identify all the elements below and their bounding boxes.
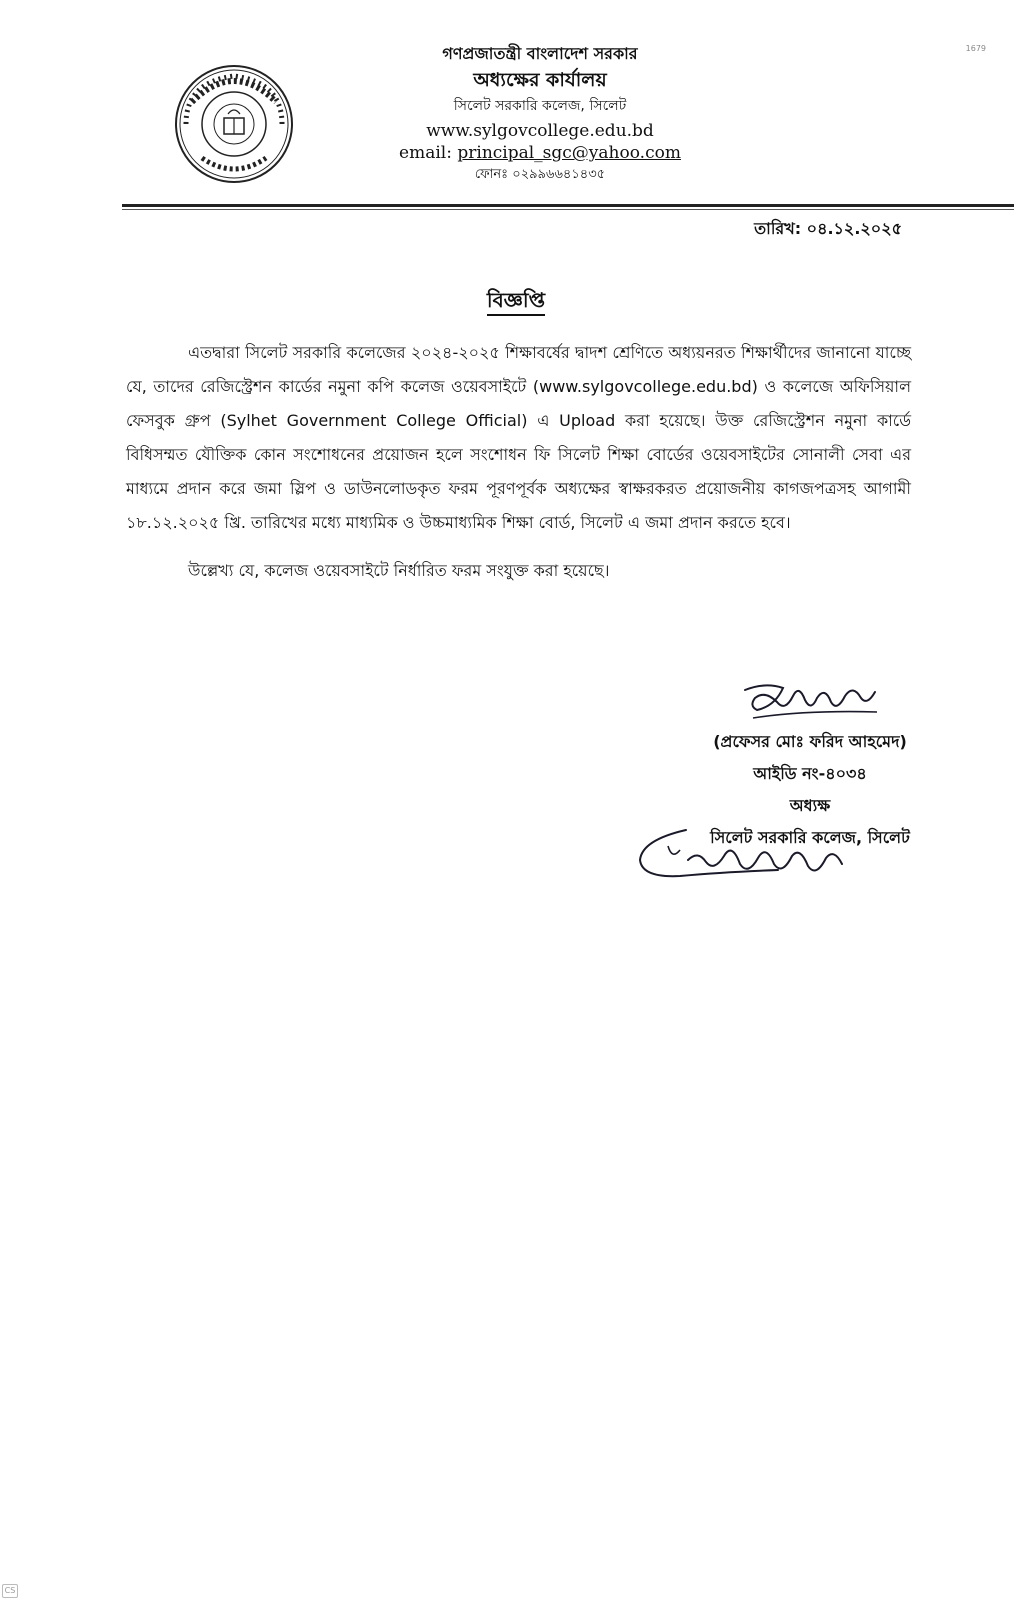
- signatory-institution: সিলেট সরকারি কলেজ, সিলেট: [710, 828, 910, 847]
- phone-number: ফোনঃ ০২৯৯৬৬৪১৪৩৫: [474, 166, 606, 182]
- principal-signature-icon: [735, 676, 885, 728]
- reference-number: 1679: [965, 44, 986, 53]
- office-name: অধ্যক্ষের কার্যালয়: [473, 69, 607, 92]
- notice-title-wrap: [0, 286, 1032, 319]
- signatory-name: (প্রফেসর মোঃ ফরিদ আহমেদ): [713, 732, 907, 751]
- email-line: [330, 143, 750, 163]
- initials-signature-icon: [628, 820, 868, 892]
- scanner-logo-icon: CS: [2, 1584, 18, 1598]
- notice-paragraph-2: উল্লেখ্য যে, কলেজ ওয়েবসাইটে নির্ধারিত ফরম সংযুক্ত করা হয়েছে।: [188, 561, 610, 580]
- signatory-designation: অধ্যক্ষ: [789, 796, 831, 815]
- website-link[interactable]: www.sylgovcollege.edu.bd: [426, 120, 654, 141]
- header-divider: [122, 204, 1014, 207]
- notice-body: [126, 336, 911, 588]
- notice-paragraph-1: এতদ্বারা সিলেট সরকারি কলেজের ২০২৪-২০২৫ শিক্ষাবর্ষের দ্বাদশ শ্রেণিতে অধ্যয়নরত শিক্ষার্থীদের জানানো যাচ্ছে যে, তাদের রেজিস্ট্রেশন কার্ডের নমুনা কপি কলেজ ওয়েবসাইটে (www.sylgovcollege.edu.bd) ও কলেজে অফিসিয়াল ফেসবুক গ্রুপ (Sylhet Government College Official) এ Upload করা হয়েছে। উক্ত রেজিস্ট্রেশন নমুনা কার্ডে বিধিসম্মত যৌক্তিক কোন সংশোধনের প্রয়োজন হলে সংশোধন ফি সিলেট শিক্ষা বোর্ডের ওয়েবসাইটের সোনালী সেবা এর মাধ্যমে প্রদান করে জমা স্লিপ ও ডাউনলোডকৃত ফরম পূরণপূর্বক অধ্যক্ষের স্বাক্ষরকরত প্রয়োজনীয় কাগজপত্রসহ আগামী ১৮.১২.২০২৫ খ্রি. তারিখের মধ্যে মাধ্যমিক ও উচ্চমাধ্যমিক শিক্ষা বোর্ড, সিলেট এ জমা প্রদান করতে হবে।: [126, 343, 911, 532]
- letterhead: [330, 44, 750, 182]
- email-label: email:: [399, 143, 452, 164]
- email-link[interactable]: principal_sgc@yahoo.com: [457, 143, 681, 164]
- header-divider-thin: [122, 209, 1014, 210]
- signatory-id: আইডি নং-৪০৩৪: [753, 764, 867, 783]
- college-name: সিলেট সরকারি কলেজ, সিলেট: [453, 97, 627, 114]
- college-seal-icon: [172, 62, 296, 186]
- notice-title: বিজ্ঞপ্তি: [487, 288, 545, 316]
- government-name: গণপ্রজাতন্ত্রী বাংলাদেশ সরকার: [442, 44, 638, 63]
- notice-date: তারিখ: ০৪.১২.২০২৫: [754, 219, 902, 238]
